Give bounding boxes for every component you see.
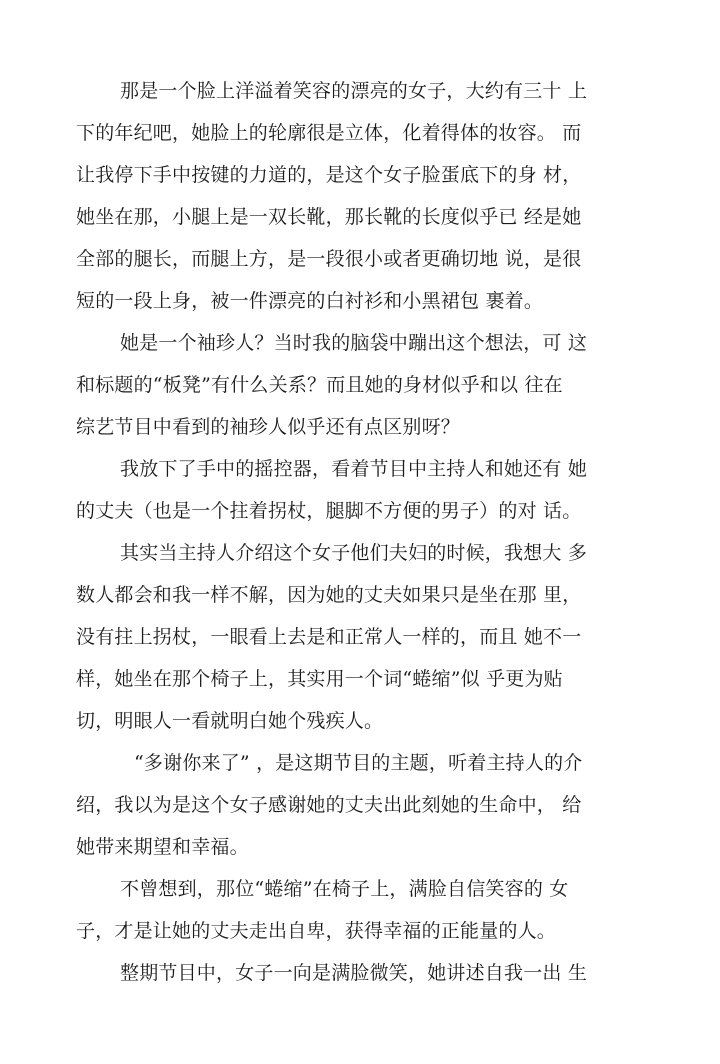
paragraph-3 bbox=[76, 448, 636, 532]
text-line: 样，她坐在那个椅子上，其实用一个词“蜷缩”似 乎更为贴 bbox=[76, 668, 563, 690]
text-line: 我放下了手中的摇控器，看着节目中主持人和她还有 她 bbox=[120, 458, 588, 480]
text-line: 绍，我以为是这个女子感谢她的丈夫出此刻她的生命中， 给 bbox=[76, 794, 582, 816]
text-line: 数人都会和我一样不解，因为她的丈夫如果只是坐在那 里， bbox=[76, 584, 582, 606]
paragraph-2 bbox=[76, 322, 636, 448]
text-line: 全部的腿长，而腿上方，是一段很小或者更确切地 说，是很 bbox=[76, 248, 582, 270]
text-line: 短的一段上身，被一件漂亮的白衬衫和小黑裙包 裹着。 bbox=[76, 290, 544, 312]
text-line: 让我停下手中按键的力道的，是这个女子脸蛋底下的身 材， bbox=[76, 164, 582, 186]
article-body bbox=[76, 70, 636, 994]
text-line: 她坐在那，小腿上是一双长靴，那长靴的长度似乎已 经是她 bbox=[76, 206, 582, 228]
text-line: 子，才是让她的丈夫走出自卑，获得幸福的正能量的人。 bbox=[76, 920, 557, 942]
text-line: 整期节目中，女子一向是满脸微笑，她讲述自我一出 生 bbox=[120, 962, 588, 984]
paragraph-1 bbox=[76, 70, 636, 322]
text-line: 不曾想到，那位“蜷缩”在椅子上，满脸自信笑容的 女 bbox=[120, 878, 569, 900]
paragraph-5 bbox=[76, 742, 636, 868]
paragraph-4 bbox=[76, 532, 636, 742]
text-line: “多谢你来了” ，是这期节目的主题，听着主持人的介 bbox=[134, 752, 583, 774]
text-line: 她是一个袖珍人？当时我的脑袋中蹦出这个想法，可 这 bbox=[120, 332, 588, 354]
text-line: 的丈夫（也是一个拄着拐杖，腿脚不方便的男子）的对 话。 bbox=[76, 500, 582, 522]
text-line: 综艺节目中看到的袖珍人似乎还有点区别呀？ bbox=[76, 416, 461, 438]
text-line: 其实当主持人介绍这个女子他们夫妇的时候，我想大 多 bbox=[120, 542, 588, 564]
text-line: 那是一个脸上洋溢着笑容的漂亮的女子，大约有三十 上 bbox=[120, 80, 588, 102]
text-line: 她带来期望和幸福。 bbox=[76, 836, 249, 858]
text-line: 和标题的“板凳”有什么关系？而且她的身材似乎和以 往在 bbox=[76, 374, 563, 396]
text-line: 没有拄上拐杖，一眼看上去是和正常人一样的，而且 她不一 bbox=[76, 626, 582, 648]
paragraph-7 bbox=[76, 952, 636, 994]
paragraph-6 bbox=[76, 868, 636, 952]
text-line: 下的年纪吧，她脸上的轮廓很是立体，化着得体的妆容。 而 bbox=[76, 122, 582, 144]
text-line: 切，明眼人一看就明白她个残疾人。 bbox=[76, 710, 384, 732]
